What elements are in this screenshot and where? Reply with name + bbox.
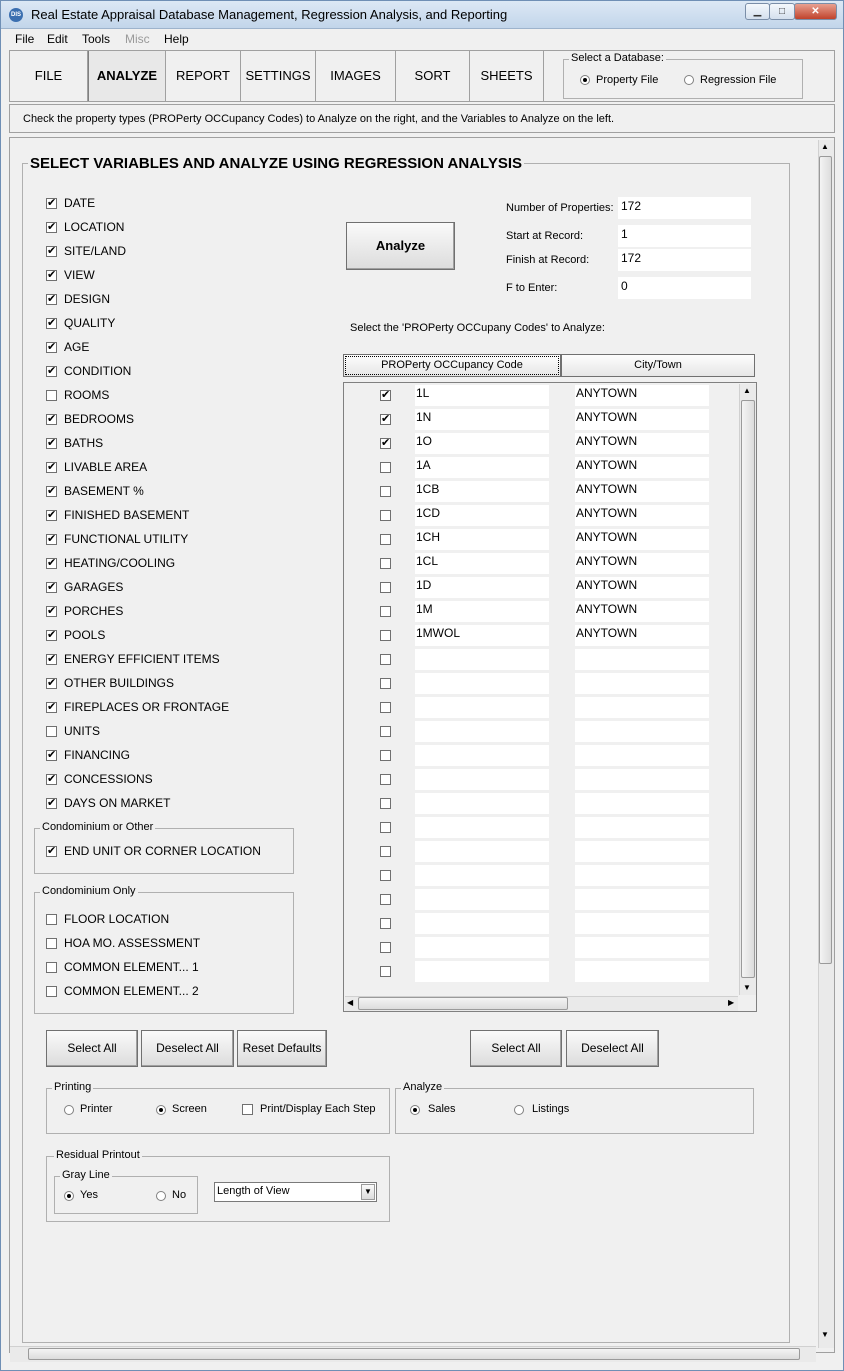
analyze-option-label: Sales	[428, 1103, 456, 1115]
codes-prompt: Select the 'PROPerty OCCupany Codes' to Analyze:	[350, 322, 605, 334]
right-select-all-button[interactable]: Select All	[470, 1030, 562, 1067]
city-cell[interactable]	[575, 793, 709, 814]
code-cell[interactable]: 1L	[415, 385, 549, 406]
condo-only-item-label: HOA MO. ASSESSMENT	[64, 936, 201, 950]
city-cell[interactable]: ANYTOWN	[575, 409, 709, 430]
code-cell[interactable]	[415, 865, 549, 886]
header-occupancy-code[interactable]: PROPerty OCCupancy Code	[343, 354, 561, 377]
code-row-checkbox[interactable]	[380, 414, 391, 425]
variable-label: FINANCING	[64, 748, 130, 762]
variable-label: DAYS ON MARKET	[64, 796, 171, 810]
variable-label: ROOMS	[64, 388, 110, 402]
variable-checkbox[interactable]	[46, 726, 57, 737]
code-cell[interactable]	[415, 889, 549, 910]
tab-analyze[interactable]: ANALYZE	[88, 51, 166, 101]
condo-only-label: Condominium Only	[42, 885, 136, 897]
code-row-checkbox[interactable]	[380, 462, 391, 473]
left-deselect-all-button[interactable]: Deselect All	[141, 1030, 234, 1067]
variable-label: LOCATION	[64, 220, 125, 234]
city-cell[interactable]: ANYTOWN	[575, 529, 709, 550]
code-cell[interactable]	[415, 721, 549, 742]
variable-label: BATHS	[64, 436, 104, 450]
city-cell[interactable]: ANYTOWN	[575, 505, 709, 526]
city-cell[interactable]: ANYTOWN	[575, 481, 709, 502]
variable-checkbox[interactable]	[46, 702, 57, 713]
menu-tools[interactable]: Tools	[82, 32, 111, 46]
code-cell[interactable]	[415, 937, 549, 958]
condo-or-other-label: Condominium or Other	[42, 821, 154, 833]
stat-value-field[interactable]: 172	[618, 249, 751, 271]
code-cell[interactable]	[415, 817, 549, 838]
code-cell[interactable]	[415, 793, 549, 814]
printing-option-label: Screen	[172, 1103, 207, 1115]
instruction-text: Check the property types (PROPerty OCCupancy Codes) to Analyze on the right, and the Variables to Analyze on the left.	[23, 113, 615, 125]
analyze-radio-listings[interactable]	[514, 1105, 524, 1115]
tab-sheets[interactable]: SHEETS	[470, 51, 544, 101]
tab-file[interactable]: FILE	[10, 51, 88, 101]
variable-checkbox[interactable]	[46, 678, 57, 689]
variable-label: DESIGN	[64, 292, 111, 306]
variable-label: PORCHES	[64, 604, 124, 618]
variable-label: DATE	[64, 196, 96, 210]
tab-settings[interactable]: SETTINGS	[241, 51, 316, 101]
residual-label: Residual Printout	[56, 1149, 140, 1161]
variable-checkbox[interactable]	[46, 246, 57, 257]
code-cell[interactable]: 1CB	[415, 481, 549, 502]
code-row-checkbox[interactable]	[380, 894, 391, 905]
condo-other-checkbox[interactable]	[46, 846, 57, 857]
code-cell[interactable]: 1A	[415, 457, 549, 478]
code-row-checkbox[interactable]	[380, 702, 391, 713]
variable-checkbox[interactable]	[46, 270, 57, 281]
variable-label: CONCESSIONS	[64, 772, 153, 786]
code-cell[interactable]	[415, 913, 549, 934]
variable-checkbox[interactable]	[46, 486, 57, 497]
tab-sort[interactable]: SORT	[396, 51, 470, 101]
printing-label: Printing	[54, 1081, 92, 1093]
variable-checkbox[interactable]	[46, 342, 57, 353]
city-cell[interactable]: ANYTOWN	[575, 625, 709, 646]
code-row-checkbox[interactable]	[380, 510, 391, 521]
menu-edit[interactable]: Edit	[47, 32, 68, 46]
variable-checkbox[interactable]	[46, 534, 57, 545]
city-cell[interactable]	[575, 745, 709, 766]
code-row-checkbox[interactable]	[380, 486, 391, 497]
city-cell[interactable]	[575, 841, 709, 862]
variable-checkbox[interactable]	[46, 318, 57, 329]
city-cell[interactable]	[575, 961, 709, 982]
variable-label: LIVABLE AREA	[64, 460, 148, 474]
city-cell[interactable]	[575, 937, 709, 958]
code-cell[interactable]: 1MWOL	[415, 625, 549, 646]
gray-line-radio-yes[interactable]	[64, 1191, 74, 1201]
city-cell[interactable]: ANYTOWN	[575, 553, 709, 574]
print-each-step-checkbox[interactable]	[242, 1104, 253, 1115]
database-radio-property[interactable]	[580, 75, 590, 85]
residual-dropdown-value: Length of View	[217, 1185, 290, 1197]
variable-label: SITE/LAND	[64, 244, 127, 258]
window-title: Real Estate Appraisal Database Management, Regression Analysis, and Reporting	[31, 7, 508, 22]
code-row-checkbox[interactable]	[380, 558, 391, 569]
code-cell[interactable]: 1O	[415, 433, 549, 454]
variable-checkbox[interactable]	[46, 558, 57, 569]
code-cell[interactable]: 1CD	[415, 505, 549, 526]
condo-only-checkbox[interactable]	[46, 986, 57, 997]
condo-only-checkbox[interactable]	[46, 938, 57, 949]
code-row-checkbox[interactable]	[380, 390, 391, 401]
city-cell[interactable]	[575, 865, 709, 886]
variable-checkbox[interactable]	[46, 366, 57, 377]
section-title: SELECT VARIABLES AND ANALYZE USING REGRESSION ANALYSIS	[30, 155, 523, 172]
code-cell[interactable]	[415, 649, 549, 670]
stat-label: Number of Properties:	[506, 202, 614, 214]
printing-radio-printer[interactable]	[64, 1105, 74, 1115]
table-scroll-thumb[interactable]	[741, 400, 755, 978]
condo-only-checkbox[interactable]	[46, 962, 57, 973]
city-cell[interactable]	[575, 649, 709, 670]
variable-label: BEDROOMS	[64, 412, 135, 426]
variable-label: AGE	[64, 340, 90, 354]
main-hscroll-thumb[interactable]	[28, 1348, 800, 1360]
title-bar	[1, 1, 843, 29]
main-scroll-down-icon[interactable]: ▼	[821, 1330, 829, 1339]
city-cell[interactable]	[575, 697, 709, 718]
printing-radio-screen[interactable]	[156, 1105, 166, 1115]
city-cell[interactable]	[575, 769, 709, 790]
minimize-button[interactable]: ▁	[745, 3, 770, 20]
variable-label: GARAGES	[64, 580, 124, 594]
code-cell[interactable]	[415, 673, 549, 694]
code-cell[interactable]	[415, 961, 549, 982]
analyze-button[interactable]: Analyze	[346, 222, 455, 270]
main-scroll-up-icon[interactable]: ▲	[821, 142, 829, 151]
reset-defaults-button[interactable]: Reset Defaults	[237, 1030, 327, 1067]
code-cell[interactable]	[415, 697, 549, 718]
gray-line-option-label: Yes	[80, 1189, 98, 1201]
code-row-checkbox[interactable]	[380, 582, 391, 593]
code-cell[interactable]: 1N	[415, 409, 549, 430]
variable-checkbox[interactable]	[46, 462, 57, 473]
variable-checkbox[interactable]	[46, 630, 57, 641]
variable-checkbox[interactable]	[46, 198, 57, 209]
code-row-checkbox[interactable]	[380, 846, 391, 857]
analyze-option-label: Listings	[532, 1103, 570, 1115]
database-option-label: Property File	[596, 74, 659, 86]
variable-checkbox[interactable]	[46, 750, 57, 761]
code-row-checkbox[interactable]	[380, 654, 391, 665]
header-city-town[interactable]: City/Town	[561, 354, 755, 377]
variable-checkbox[interactable]	[46, 774, 57, 785]
variable-label: POOLS	[64, 628, 106, 642]
left-select-all-button[interactable]: Select All	[46, 1030, 138, 1067]
variable-label: ENERGY EFFICIENT ITEMS	[64, 652, 220, 666]
city-cell[interactable]	[575, 817, 709, 838]
code-row-checkbox[interactable]	[380, 534, 391, 545]
table-hscroll-thumb[interactable]	[358, 997, 568, 1010]
gray-line-radio-no[interactable]	[156, 1191, 166, 1201]
code-row-checkbox[interactable]	[380, 774, 391, 785]
city-cell[interactable]: ANYTOWN	[575, 601, 709, 622]
code-cell[interactable]	[415, 841, 549, 862]
app-icon: DIS	[9, 8, 23, 22]
condo-only-item-label: COMMON ELEMENT... 1	[64, 960, 199, 974]
database-radio-regression[interactable]	[684, 75, 694, 85]
analyze-mode-label: Analyze	[403, 1081, 443, 1093]
stat-value-field[interactable]: 0	[618, 277, 751, 299]
code-row-checkbox[interactable]	[380, 606, 391, 617]
stat-label: Start at Record:	[506, 230, 584, 242]
code-row-checkbox[interactable]	[380, 798, 391, 809]
database-label: Select a Database:	[571, 52, 664, 64]
variable-checkbox[interactable]	[46, 294, 57, 305]
code-row-checkbox[interactable]	[380, 630, 391, 641]
code-row-checkbox[interactable]	[380, 870, 391, 881]
code-row-checkbox[interactable]	[380, 822, 391, 833]
code-cell[interactable]: 1M	[415, 601, 549, 622]
code-cell[interactable]	[415, 745, 549, 766]
condo-other-item-label: END UNIT OR CORNER LOCATION	[64, 844, 261, 858]
condo-only-checkbox[interactable]	[46, 914, 57, 925]
variable-label: HEATING/COOLING	[64, 556, 176, 570]
variable-label: BASEMENT %	[64, 484, 144, 498]
table-scroll-left-icon[interactable]: ◀	[347, 998, 354, 1007]
code-row-checkbox[interactable]	[380, 918, 391, 929]
variable-checkbox[interactable]	[46, 798, 57, 809]
code-cell[interactable]: 1CL	[415, 553, 549, 574]
code-row-checkbox[interactable]	[380, 438, 391, 449]
right-deselect-all-button[interactable]: Deselect All	[566, 1030, 659, 1067]
variable-label: UNITS	[64, 724, 100, 738]
main-scroll-thumb[interactable]	[819, 156, 832, 964]
city-cell[interactable]	[575, 721, 709, 742]
city-cell[interactable]: ANYTOWN	[575, 433, 709, 454]
table-scroll-up-icon[interactable]: ▲	[743, 386, 751, 395]
tab-images[interactable]: IMAGES	[316, 51, 396, 101]
table-scroll-right-icon[interactable]: ▶	[728, 998, 735, 1007]
code-cell[interactable]: 1D	[415, 577, 549, 598]
city-cell[interactable]	[575, 889, 709, 910]
city-cell[interactable]: ANYTOWN	[575, 385, 709, 406]
variable-checkbox[interactable]	[46, 414, 57, 425]
variable-label: FINISHED BASEMENT	[64, 508, 190, 522]
variable-checkbox[interactable]	[46, 438, 57, 449]
variable-checkbox[interactable]	[46, 222, 57, 233]
variable-label: QUALITY	[64, 316, 116, 330]
variable-checkbox[interactable]	[46, 390, 57, 401]
database-option-label: Regression File	[700, 74, 777, 86]
maximize-button[interactable]: □	[769, 3, 795, 20]
stat-label: Finish at Record:	[506, 254, 590, 266]
gray-line-label: Gray Line	[62, 1169, 110, 1181]
chevron-down-icon[interactable]: ▼	[361, 1184, 375, 1200]
gray-line-option-label: No	[172, 1189, 187, 1201]
menu-bar	[5, 30, 839, 50]
code-cell[interactable]: 1CH	[415, 529, 549, 550]
variable-checkbox[interactable]	[46, 654, 57, 665]
instruction-bar	[9, 104, 835, 133]
variable-label: CONDITION	[64, 364, 132, 378]
stat-label: F to Enter:	[506, 282, 558, 294]
city-cell[interactable]	[575, 673, 709, 694]
tab-report[interactable]: REPORT	[166, 51, 241, 101]
printing-option-label: Printer	[80, 1103, 113, 1115]
condo-only-item-label: FLOOR LOCATION	[64, 912, 170, 926]
city-cell[interactable]	[575, 913, 709, 934]
menu-file[interactable]: File	[15, 32, 35, 46]
menu-help[interactable]: Help	[164, 32, 189, 46]
code-row-checkbox[interactable]	[380, 750, 391, 761]
city-cell[interactable]: ANYTOWN	[575, 577, 709, 598]
menu-misc: Misc	[125, 32, 150, 46]
stat-value-field[interactable]: 1	[618, 225, 751, 247]
code-row-checkbox[interactable]	[380, 678, 391, 689]
city-cell[interactable]: ANYTOWN	[575, 457, 709, 478]
variable-label: FIREPLACES OR FRONTAGE	[64, 700, 230, 714]
variable-label: FUNCTIONAL UTILITY	[64, 532, 189, 546]
variable-checkbox[interactable]	[46, 582, 57, 593]
close-button[interactable]: ✕	[794, 3, 837, 20]
code-row-checkbox[interactable]	[380, 942, 391, 953]
code-row-checkbox[interactable]	[380, 966, 391, 977]
variable-label: VIEW	[64, 268, 95, 282]
variable-checkbox[interactable]	[46, 606, 57, 617]
condo-only-item-label: COMMON ELEMENT... 2	[64, 984, 199, 998]
code-cell[interactable]	[415, 769, 549, 790]
variable-label: OTHER BUILDINGS	[64, 676, 175, 690]
code-row-checkbox[interactable]	[380, 726, 391, 737]
stat-value-field[interactable]: 172	[618, 197, 751, 219]
variable-checkbox[interactable]	[46, 510, 57, 521]
print-each-step-label: Print/Display Each Step	[260, 1103, 376, 1115]
analyze-radio-sales[interactable]	[410, 1105, 420, 1115]
table-scroll-down-icon[interactable]: ▼	[743, 983, 751, 992]
